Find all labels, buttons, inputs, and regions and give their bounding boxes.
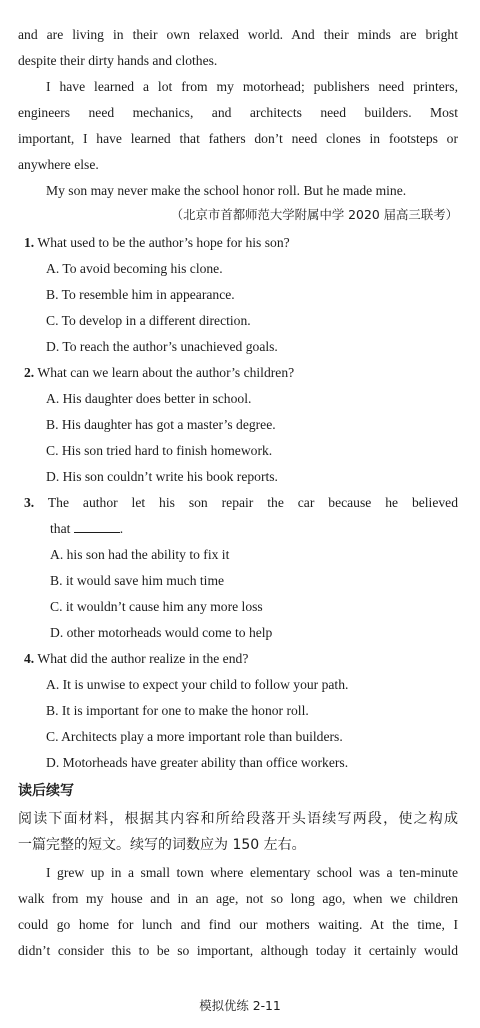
option: A. his son had the ability to fix it bbox=[50, 547, 230, 562]
passage-line: and are living in their own relaxed world. And their minds are bright bbox=[18, 27, 458, 42]
story-line: walk from my house and in an age, not so long ago, when we children bbox=[18, 891, 458, 906]
option: A. To avoid becoming his clone. bbox=[46, 261, 223, 276]
passage-line: important, I have learned that fathers don’t need clones in footsteps or bbox=[18, 131, 458, 146]
passage-line: engineers need mechanics, and architects need builders. Most bbox=[18, 105, 458, 120]
story-line: didn’t consider this to be so important, although today it certainly would bbox=[18, 943, 458, 958]
answer-blank bbox=[74, 520, 120, 533]
question-number: 4. bbox=[24, 651, 35, 666]
passage-line: My son may never make the school honor roll. But he made mine. bbox=[46, 183, 407, 198]
page-footer: 模拟优练 2-11 bbox=[199, 998, 281, 1013]
option: D. His son couldn’t write his book reports. bbox=[46, 469, 278, 484]
story-line: could go home for lunch and find our mothers waiting. At the time, I bbox=[18, 917, 458, 932]
question-number: 3. bbox=[24, 495, 35, 510]
option: C. Architects play a more important role than builders. bbox=[46, 729, 343, 744]
question-4 bbox=[24, 650, 458, 668]
passage-line: anywhere else. bbox=[18, 157, 99, 172]
story-line: I grew up in a small town where elementary school was a ten-minute bbox=[46, 865, 458, 880]
option: A. It is unwise to expect your child to follow your path. bbox=[46, 677, 349, 692]
question-stem: What did the author realize in the end? bbox=[37, 651, 249, 666]
instruction-line: 阅读下面材料，根据其内容和所给段落开头语续写两段，使之构成 bbox=[18, 811, 458, 827]
option: D. Motorheads have greater ability than office workers. bbox=[46, 755, 349, 770]
question-stem-continuation bbox=[50, 520, 458, 538]
option: B. His daughter has got a master’s degree. bbox=[46, 417, 276, 432]
question-number: 1. bbox=[24, 235, 35, 250]
option: B. It is important for one to make the honor roll. bbox=[46, 703, 309, 718]
option: C. To develop in a different direction. bbox=[46, 313, 251, 328]
passage-line: I have learned a lot from my motorhead; publishers need printers, bbox=[46, 79, 458, 94]
option: B. it would save him much time bbox=[50, 573, 225, 588]
option: A. His daughter does better in school. bbox=[46, 391, 252, 406]
instruction-line: 一篇完整的短文。续写的词数应为 150 左右。 bbox=[18, 837, 306, 853]
section-title: 读后续写 bbox=[18, 783, 74, 799]
question-3 bbox=[24, 494, 458, 512]
question-stem: What can we learn about the author’s children? bbox=[37, 365, 295, 380]
question-stem: The author let his son repair the car because he believed bbox=[47, 495, 458, 510]
question-2 bbox=[24, 364, 458, 382]
stem-period: . bbox=[119, 521, 124, 536]
passage-line: despite their dirty hands and clothes. bbox=[18, 53, 218, 68]
option: D. To reach the author’s unachieved goals. bbox=[46, 339, 278, 354]
option: C. it wouldn’t cause him any more loss bbox=[50, 599, 263, 614]
question-1 bbox=[24, 234, 458, 252]
question-stem: What used to be the author’s hope for his son? bbox=[37, 235, 290, 250]
stem-word: that bbox=[50, 521, 71, 536]
option: C. His son tried hard to finish homework. bbox=[46, 443, 273, 458]
option: D. other motorheads would come to help bbox=[50, 625, 273, 640]
question-number: 2. bbox=[24, 365, 35, 380]
option: B. To resemble him in appearance. bbox=[46, 287, 235, 302]
source-note: （北京市首都师范大学附属中学 2020 届高三联考） bbox=[170, 207, 458, 222]
